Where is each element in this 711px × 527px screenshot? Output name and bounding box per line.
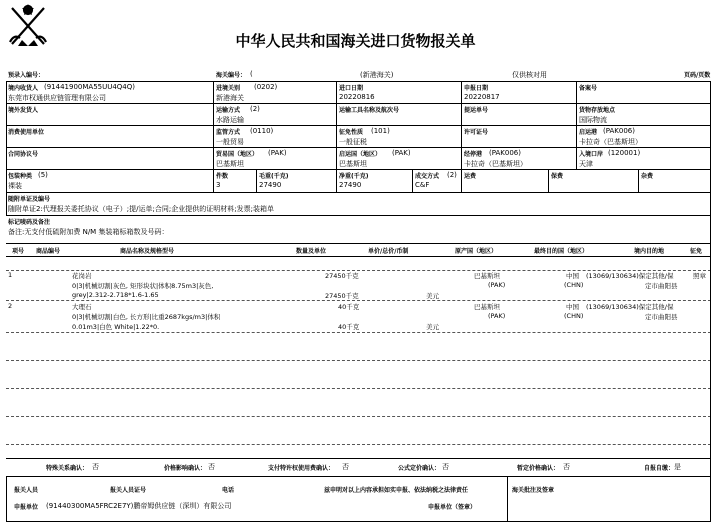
contract-label: 合同协议号 xyxy=(8,151,39,158)
pieces-value: 3 xyxy=(216,181,221,189)
goods-spec-line1: 0|3|机械切割|灰色, 矩形块状|体积8.75m3|灰色, xyxy=(72,282,214,290)
formula-pricing-label: 公式定价确认： xyxy=(398,465,441,472)
goods-spec-line2: grey|2.312-2.718*1.6-1.65 xyxy=(72,291,159,299)
goods-origin-name: 巴基斯坦 xyxy=(474,272,500,280)
goods-levy: 照章 xyxy=(693,272,706,280)
declarant-label: 报关人员 xyxy=(14,487,39,494)
phone-label: 电话 xyxy=(222,487,235,494)
customs-remark-label: 海关批注及签章 xyxy=(512,487,555,494)
declarant-cert-label: 报关人员证号 xyxy=(110,487,147,494)
consumer-label: 消费使用单位 xyxy=(8,129,45,136)
transit-port-code: (PAK006) xyxy=(489,149,521,157)
entry-port-label: 入境口岸 xyxy=(579,151,604,158)
verification-note: 仅供核对用 xyxy=(512,71,547,79)
customs-no-value: ( xyxy=(250,70,253,78)
transport-mode-name: 水路运输 xyxy=(216,116,244,124)
goods-dest-name: 中国 xyxy=(566,303,579,311)
net-weight: 27490 xyxy=(339,181,362,189)
page-title: 中华人民共和国海关进口货物报关单 xyxy=(235,32,476,50)
bill-no-label: 提运单号 xyxy=(464,107,489,114)
goods-item-no: 1 xyxy=(8,271,13,279)
goods-qty-2: 40千克 xyxy=(338,323,360,331)
col-origin: 原产国（地区） xyxy=(455,248,498,255)
customs-no-label: 海关编号： xyxy=(216,72,247,79)
import-date-label: 进口日期 xyxy=(339,85,364,92)
transport-tool-label: 运输工具名称及航次号 xyxy=(339,107,400,114)
origin-port-code: (PAK006) xyxy=(603,127,635,135)
goods-domestic-dest: (13069/130634)保定其他/保 xyxy=(586,272,674,280)
col-item-no: 项号 xyxy=(12,248,25,255)
docs-label: 随附单证及编号 xyxy=(8,196,51,203)
transport-mode-label: 运输方式 xyxy=(216,107,241,114)
entry-port-code: (120001) xyxy=(608,149,641,157)
shipping-country-label: 启运国（地区） xyxy=(339,151,382,158)
special-relation-value: 否 xyxy=(92,463,99,471)
goods-qty-1: 40千克 xyxy=(338,303,360,311)
royalty-label: 支付特许权使用费确认： xyxy=(268,465,335,472)
gross-weight: 27490 xyxy=(259,181,282,189)
goods-dest-code: (CHN) xyxy=(564,281,584,289)
terms-label: 成交方式 xyxy=(415,173,440,180)
shipping-country-code: (PAK) xyxy=(392,149,411,157)
goods-currency: 美元 xyxy=(426,292,439,300)
transit-port-name: 卡拉奇（巴基斯坦） xyxy=(464,160,527,168)
origin-port-label: 启运港 xyxy=(579,129,598,136)
goods-dest-name: 中国 xyxy=(566,272,579,280)
marks-text: 备注:无支付低硫附加费 N/M 集装箱标箱数及号码： xyxy=(8,228,169,236)
consignee-code: (91441900MA55UU4Q4Q) xyxy=(44,83,135,91)
declaring-unit-seal-label: 申报单位（签章） xyxy=(428,504,477,511)
misc-fee-label: 杂费 xyxy=(641,173,654,180)
goods-currency: 美元 xyxy=(426,323,439,331)
page-number-label: 页码/页数 xyxy=(684,72,711,79)
tentative-price-label: 暂定价格确认： xyxy=(517,465,560,472)
col-levy: 征免 xyxy=(690,248,703,255)
transport-mode-code: (2) xyxy=(250,105,260,113)
self-pay-value: 是 xyxy=(674,463,681,471)
supervision-name: 一般贸易 xyxy=(216,138,244,146)
trade-country-code: (PAK) xyxy=(268,149,287,157)
declare-date-label: 申报日期 xyxy=(464,85,489,92)
tentative-price-value: 否 xyxy=(563,463,570,471)
transit-port-label: 经停港 xyxy=(464,151,483,158)
terms-name: C&F xyxy=(415,181,430,189)
col-destination: 最终目的国（地区） xyxy=(534,248,589,255)
goods-domestic-dest: (13069/130634)保定其他/保 xyxy=(586,303,674,311)
storage-value: 国际物流 xyxy=(579,116,607,124)
overseas-shipper-label: 境外发货人 xyxy=(8,107,39,114)
supervision-code: (0110) xyxy=(250,127,274,135)
price-impact-value: 否 xyxy=(208,463,215,471)
declaring-unit-value: (91440300MA5FRC2E7Y)鹏帝姆供应链（深圳）有限公司 xyxy=(46,502,232,510)
origin-port-name: 卡拉奇（巴基斯坦） xyxy=(579,138,642,146)
entry-port-name: 天津 xyxy=(579,160,593,168)
goods-item-no: 2 xyxy=(8,302,13,310)
entry-customs-code: (0202) xyxy=(254,83,278,91)
price-impact-label: 价格影响确认： xyxy=(164,465,207,472)
levy-name: 一般征税 xyxy=(339,138,367,146)
goods-domestic-dest-2: 定市曲阳县 xyxy=(645,282,678,290)
goods-qty-2: 27450千克 xyxy=(325,292,359,300)
freight-label: 运费 xyxy=(464,173,477,180)
gross-weight-label: 毛重(千克) xyxy=(259,173,289,180)
declare-port: (新港海关) xyxy=(360,71,394,79)
goods-spec-line2: 0.01m3|白色 White|1.22*0. xyxy=(72,323,160,331)
entry-customs-name: 新港海关 xyxy=(216,94,244,102)
declaring-unit-label: 申报单位 xyxy=(14,504,39,511)
insurance-label: 保费 xyxy=(551,173,564,180)
goods-name: 大理石 xyxy=(72,303,92,311)
terms-code: (2) xyxy=(447,171,457,179)
entry-customs-label: 进境关别 xyxy=(216,85,241,92)
goods-domestic-dest-2: 定市曲阳县 xyxy=(645,313,678,321)
pre-entry-label: 预录入编号： xyxy=(8,72,45,79)
special-relation-label: 特殊关系确认： xyxy=(46,465,89,472)
col-goods-code: 商品编号 xyxy=(36,248,61,255)
net-weight-label: 净重(千克) xyxy=(339,173,369,180)
self-pay-label: 自报自缴： xyxy=(644,465,675,472)
marks-label: 标记唛码及备注 xyxy=(8,219,51,226)
record-no-label: 备案号 xyxy=(579,85,598,92)
liability-statement: 兹申明对以上内容承担如实申报、依法纳税之法律责任 xyxy=(324,487,469,494)
consignee-name: 东莞市权通供应链管理有限公司 xyxy=(8,94,106,102)
goods-name: 花岗岩 xyxy=(72,272,92,280)
supervision-label: 监管方式 xyxy=(216,129,241,136)
royalty-value: 否 xyxy=(342,463,349,471)
goods-spec-line1: 0|3|机械切割|白色, 长方形|比重2687kgs/m3|体积 xyxy=(72,313,221,321)
package-label: 包装种类 xyxy=(8,173,33,180)
goods-origin-name: 巴基斯坦 xyxy=(474,303,500,311)
package-name: 裸装 xyxy=(8,182,22,190)
levy-code: (101) xyxy=(371,127,390,135)
import-date: 20220816 xyxy=(339,93,375,101)
consignee-label: 境内收货人 xyxy=(8,85,39,92)
shipping-country-name: 巴基斯坦 xyxy=(339,160,367,168)
col-qty-unit: 数量及单位 xyxy=(296,248,327,255)
col-name-spec: 商品名称及规格型号 xyxy=(120,248,175,255)
storage-label: 货物存放地点 xyxy=(579,107,616,114)
goods-dest-code: (CHN) xyxy=(564,312,584,320)
declare-date: 20220817 xyxy=(464,93,500,101)
trade-country-name: 巴基斯坦 xyxy=(216,160,244,168)
trade-country-label: 贸易国（地区） xyxy=(216,151,259,158)
col-domestic-destination: 境内目的地 xyxy=(634,248,665,255)
license-label: 许可证号 xyxy=(464,129,489,136)
formula-pricing-value: 否 xyxy=(442,463,449,471)
pieces-label: 件数 xyxy=(216,173,229,180)
col-price: 单价/总价/币制 xyxy=(368,248,409,255)
goods-origin-code: (PAK) xyxy=(488,281,506,289)
goods-qty-1: 27450千克 xyxy=(325,272,359,280)
package-code: (5) xyxy=(38,171,48,179)
docs-text: 随附单证2:代理报关委托协议（电子）;提/运单;合同;企业提供的证明材料;发票;装箱单 xyxy=(8,205,274,213)
goods-origin-code: (PAK) xyxy=(488,312,506,320)
levy-label: 征免性质 xyxy=(339,129,364,136)
